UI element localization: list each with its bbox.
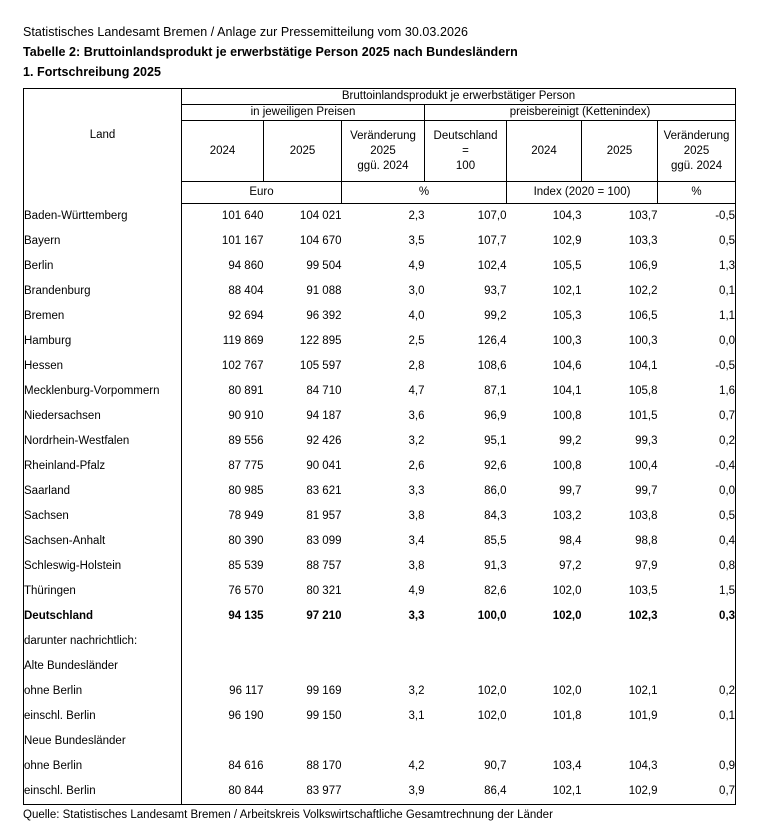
value-2025-current: 91 088 [306, 285, 342, 297]
index-2025: 99,3 [635, 435, 658, 447]
index-2025: 99,7 [635, 485, 658, 497]
table-row [24, 654, 736, 679]
row-label: Sachsen [24, 504, 182, 529]
index-2024: 104,6 [552, 360, 582, 372]
index-2025: 106,9 [628, 260, 658, 272]
change-index [658, 729, 736, 754]
page-subtitle: 1. Fortschreibung 2025 [23, 65, 161, 79]
change-index: 0,5 [658, 504, 736, 529]
change-current: 4,0 [408, 310, 425, 322]
index-2025: 103,8 [628, 510, 658, 522]
table-container [23, 88, 735, 805]
germany-100: 126,4 [477, 335, 507, 347]
change-current: 3,2 [408, 685, 425, 697]
change-index: -0,4 [658, 454, 736, 479]
table-row [24, 454, 736, 479]
index-2024: 101,8 [552, 710, 582, 722]
change-index [658, 654, 736, 679]
index-2025: 103,7 [628, 210, 658, 222]
row-label: Neue Bundesländer [24, 729, 182, 754]
value-2024-current: 96 117 [182, 679, 264, 704]
row-label: Bayern [24, 229, 182, 254]
row-label: Hamburg [24, 329, 182, 354]
index-2025: 104,3 [628, 760, 658, 772]
row-label: Mecklenburg-Vorpommern [24, 379, 182, 404]
change-current: 3,9 [342, 779, 425, 805]
value-2024-current: 92 694 [182, 304, 264, 329]
change-index: 0,7 [658, 404, 736, 429]
change-index: 0,2 [658, 429, 736, 454]
value-2025-current: 83 621 [306, 485, 342, 497]
value-2024-current: 102 767 [182, 354, 264, 379]
table-row [24, 229, 736, 254]
change-index: 0,5 [658, 229, 736, 254]
change-current: 3,2 [408, 435, 425, 447]
germany-100: 102,4 [477, 260, 507, 272]
change-index: 0,8 [658, 554, 736, 579]
germany-100: 90,7 [484, 760, 507, 772]
table-row [24, 679, 736, 704]
row-label: ohne Berlin [24, 754, 182, 779]
value-2024-current: 101 167 [182, 229, 264, 254]
index-2025: 106,5 [628, 310, 658, 322]
value-2024-current: 80 844 [182, 779, 264, 805]
value-2024-current: 94 860 [182, 254, 264, 279]
row-label: Alte Bundesländer [24, 654, 182, 679]
value-2025-current: 84 710 [306, 385, 342, 397]
change-index: 0,0 [658, 479, 736, 504]
table-row [24, 429, 736, 454]
value-2025-current [264, 629, 342, 654]
change-current: 3,3 [408, 485, 425, 497]
change-current: 4,9 [408, 260, 425, 272]
germany-100: 99,2 [484, 310, 507, 322]
row-label: Rheinland-Pfalz [24, 454, 182, 479]
header-cell-unit-percent-1: % [342, 182, 507, 204]
header-cell-unit-euro: Euro [182, 182, 342, 204]
change-index: 0,7 [658, 779, 736, 805]
value-2025-current: 88 170 [306, 760, 342, 772]
header-cell-2025-index: 2025 [582, 121, 658, 182]
value-2025-current: 122 895 [299, 335, 342, 347]
germany-100: 107,7 [477, 235, 507, 247]
germany-100: 85,5 [484, 535, 507, 547]
value-2024-current: 80 891 [182, 379, 264, 404]
germany-100: 107,0 [477, 210, 507, 222]
value-2024-current: 87 775 [182, 454, 264, 479]
value-2025-current: 99 504 [306, 260, 342, 272]
value-2025-current: 83 099 [306, 535, 342, 547]
table-row [24, 204, 736, 230]
value-2024-current: 119 869 [182, 329, 264, 354]
source-note: Quelle: Statistisches Landesamt Bremen / Arbeitskreis Volkswirtschaftliche Gesamtrechnung der Länder [23, 809, 553, 821]
change-index: -0,5 [658, 204, 736, 230]
value-2024-current: 88 404 [182, 279, 264, 304]
value-2025-current: 94 187 [306, 410, 342, 422]
change-current [342, 729, 425, 754]
value-2025-current: 81 957 [306, 510, 342, 522]
germany-100: 102,0 [477, 710, 507, 722]
table-body [24, 204, 736, 805]
row-label: Thüringen [24, 579, 182, 604]
index-2024: 103,4 [552, 760, 582, 772]
index-2024: 105,5 [552, 260, 582, 272]
value-2024-current: 96 190 [182, 704, 264, 729]
germany-100: 86,4 [425, 779, 507, 805]
value-2024-current: 78 949 [182, 504, 264, 529]
gdp-table [23, 88, 736, 805]
index-2024 [507, 729, 582, 754]
row-label: darunter nachrichtlich: [24, 629, 182, 654]
value-2025-current: 99 169 [306, 685, 342, 697]
germany-100: 100,0 [477, 610, 507, 622]
header-cell-change-current [342, 121, 425, 182]
index-2024: 105,3 [552, 310, 582, 322]
germany-100: 92,6 [484, 460, 507, 472]
value-2025-current: 104 021 [299, 210, 342, 222]
header-cell-unit-blank [24, 182, 182, 204]
table-row [24, 504, 736, 529]
change-current: 2,5 [408, 335, 425, 347]
value-2025-current: 96 392 [306, 310, 342, 322]
change-current: 4,9 [408, 585, 425, 597]
index-2024: 102,9 [552, 235, 582, 247]
header-cell-2024-current: 2024 [182, 121, 264, 182]
row-label: Schleswig-Holstein [24, 554, 182, 579]
index-2025: 103,5 [628, 585, 658, 597]
value-2024-current: 76 570 [182, 579, 264, 604]
index-2024: 102,0 [552, 685, 582, 697]
value-2025-current: 80 321 [306, 585, 342, 597]
value-2025-current: 99 150 [306, 710, 342, 722]
table-row [24, 379, 736, 404]
header-germany-line2: = [462, 144, 469, 157]
value-2024-current [182, 729, 264, 754]
change-index: 1,5 [658, 579, 736, 604]
change-index: 0,0 [658, 329, 736, 354]
index-2025: 98,8 [635, 535, 658, 547]
value-2024-current [182, 629, 264, 654]
row-label: Baden-Württemberg [24, 204, 182, 230]
value-2025-current: 83 977 [264, 779, 342, 805]
change-current: 3,4 [408, 535, 425, 547]
row-label: Saarland [24, 479, 182, 504]
row-label: einschl. Berlin [24, 704, 182, 729]
index-2024: 100,8 [552, 460, 582, 472]
index-2024: 99,7 [559, 485, 582, 497]
row-label: Deutschland [24, 604, 182, 629]
header-cell-2025-current: 2025 [264, 121, 342, 182]
index-2024: 98,4 [559, 535, 582, 547]
index-2025: 101,5 [628, 410, 658, 422]
header-germany-line3: 100 [455, 159, 476, 172]
value-2024-current: 94 135 [182, 604, 264, 629]
header-change-index-line1: Veränderung [663, 129, 730, 142]
germany-100: 96,9 [484, 410, 507, 422]
value-2024-current: 90 910 [182, 404, 264, 429]
change-index: 0,1 [658, 704, 736, 729]
table-row [24, 779, 736, 805]
value-2024-current: 89 556 [182, 429, 264, 454]
table-row [24, 479, 736, 504]
header-cell-unit-percent-2: % [658, 182, 736, 204]
change-current: 4,2 [408, 760, 425, 772]
table-head [24, 89, 736, 204]
row-label: Hessen [24, 354, 182, 379]
index-2024 [507, 654, 582, 679]
change-index: -0,5 [658, 354, 736, 379]
table-row [24, 354, 736, 379]
header-change-index-line3: ggü. 2024 [670, 159, 723, 172]
table-row [24, 754, 736, 779]
table-row [24, 704, 736, 729]
index-2025 [582, 654, 658, 679]
header-cell-change-index [658, 121, 736, 182]
value-2024-current: 101 640 [182, 204, 264, 230]
header-row-span [24, 89, 736, 105]
change-current: 3,1 [408, 710, 425, 722]
germany-100: 108,6 [477, 360, 507, 372]
germany-100 [425, 654, 507, 679]
index-2025: 103,3 [628, 235, 658, 247]
value-2024-current: 80 390 [182, 529, 264, 554]
row-label: Sachsen-Anhalt [24, 529, 182, 554]
index-2024: 100,8 [552, 410, 582, 422]
germany-100: 87,1 [484, 385, 507, 397]
header-germany-line1: Deutschland [433, 129, 498, 142]
change-current: 2,3 [408, 210, 425, 222]
change-index: 0,4 [658, 529, 736, 554]
index-2024: 104,3 [552, 210, 582, 222]
germany-100 [425, 629, 507, 654]
header-change-line3: ggü. 2024 [357, 159, 409, 172]
header-cell-germany-100 [425, 121, 507, 182]
value-2024-current: 80 985 [182, 479, 264, 504]
change-index [658, 629, 736, 654]
index-2024 [507, 629, 582, 654]
header-cell-current-prices: in jeweiligen Preisen [182, 105, 425, 121]
change-index: 0,9 [658, 754, 736, 779]
index-2024: 99,2 [559, 435, 582, 447]
table-row [24, 629, 736, 654]
index-2025: 101,9 [628, 710, 658, 722]
germany-100: 91,3 [484, 560, 507, 572]
table-row [24, 729, 736, 754]
index-2025: 100,3 [628, 335, 658, 347]
germany-100: 95,1 [484, 435, 507, 447]
index-2024: 102,1 [552, 285, 582, 297]
germany-100: 82,6 [484, 585, 507, 597]
change-index: 1,3 [658, 254, 736, 279]
value-2025-current [264, 729, 342, 754]
germany-100: 84,3 [484, 510, 507, 522]
index-2025: 102,2 [628, 285, 658, 297]
index-2024: 103,2 [552, 510, 582, 522]
document-source-line: Statistisches Landesamt Bremen / Anlage zur Pressemitteilung vom 30.03.2026 [23, 25, 468, 39]
header-change-line2: 2025 [370, 144, 396, 157]
change-index: 0,3 [658, 604, 736, 629]
title-block [0, 0, 757, 82]
change-current: 3,8 [408, 560, 425, 572]
index-2025: 102,9 [582, 779, 658, 805]
value-2025-current: 97 210 [306, 610, 342, 622]
index-2025: 105,8 [628, 385, 658, 397]
row-label: Berlin [24, 254, 182, 279]
change-index: 1,1 [658, 304, 736, 329]
header-row-units [24, 182, 736, 204]
change-current: 3,8 [408, 510, 425, 522]
table-row [24, 604, 736, 629]
change-current: 4,7 [408, 385, 425, 397]
change-current: 3,0 [408, 285, 425, 297]
change-current: 3,6 [408, 410, 425, 422]
value-2024-current [182, 654, 264, 679]
value-2024-current: 84 616 [182, 754, 264, 779]
table-row [24, 404, 736, 429]
table-row [24, 304, 736, 329]
header-cell-unit-index: Index (2020 = 100) [507, 182, 658, 204]
table-row [24, 579, 736, 604]
index-2025: 102,1 [628, 685, 658, 697]
change-current [342, 654, 425, 679]
row-label: Niedersachsen [24, 404, 182, 429]
header-cell-price-adjusted: preisbereinigt (Kettenindex) [425, 105, 736, 121]
change-current [342, 629, 425, 654]
germany-100: 102,0 [477, 685, 507, 697]
index-2024: 102,0 [552, 585, 582, 597]
row-label: Nordrhein-Westfalen [24, 429, 182, 454]
value-2025-current [264, 654, 342, 679]
value-2025-current: 90 041 [306, 460, 342, 472]
change-index: 0,2 [658, 679, 736, 704]
germany-100: 86,0 [484, 485, 507, 497]
value-2025-current: 105 597 [299, 360, 342, 372]
value-2025-current: 92 426 [306, 435, 342, 447]
row-label: ohne Berlin [24, 679, 182, 704]
row-label: Brandenburg [24, 279, 182, 304]
header-cell-2024-index: 2024 [507, 121, 582, 182]
change-current: 3,3 [408, 610, 425, 622]
table-row [24, 279, 736, 304]
germany-100: 93,7 [484, 285, 507, 297]
index-2024: 104,1 [552, 385, 582, 397]
index-2024: 102,0 [552, 610, 582, 622]
change-current: 2,6 [408, 460, 425, 472]
header-cell-land: Land [24, 89, 182, 182]
index-2025: 100,4 [628, 460, 658, 472]
index-2025 [582, 729, 658, 754]
table-row [24, 554, 736, 579]
header-cell-gdp-span: Bruttoinlandsprodukt je erwerbstätiger Person [182, 89, 736, 105]
row-label: Bremen [24, 304, 182, 329]
index-2024: 97,2 [559, 560, 582, 572]
index-2025: 102,3 [628, 610, 658, 622]
change-current: 2,8 [408, 360, 425, 372]
header-change-index-line2: 2025 [683, 144, 710, 157]
value-2024-current: 85 539 [182, 554, 264, 579]
change-current: 3,5 [408, 235, 425, 247]
index-2024: 100,3 [552, 335, 582, 347]
table-row [24, 329, 736, 354]
index-2024: 102,1 [507, 779, 582, 805]
index-2025: 97,9 [635, 560, 658, 572]
germany-100 [425, 729, 507, 754]
value-2025-current: 104 670 [299, 235, 342, 247]
table-row [24, 254, 736, 279]
value-2025-current: 88 757 [306, 560, 342, 572]
table-row [24, 529, 736, 554]
page-title: Tabelle 2: Bruttoinlandsprodukt je erwerbstätige Person 2025 nach Bundesländern [23, 45, 518, 59]
index-2025 [582, 629, 658, 654]
change-index: 0,1 [658, 279, 736, 304]
index-2025: 104,1 [628, 360, 658, 372]
header-change-line1: Veränderung [350, 129, 416, 142]
row-label: einschl. Berlin [24, 779, 182, 805]
change-index: 1,6 [658, 379, 736, 404]
